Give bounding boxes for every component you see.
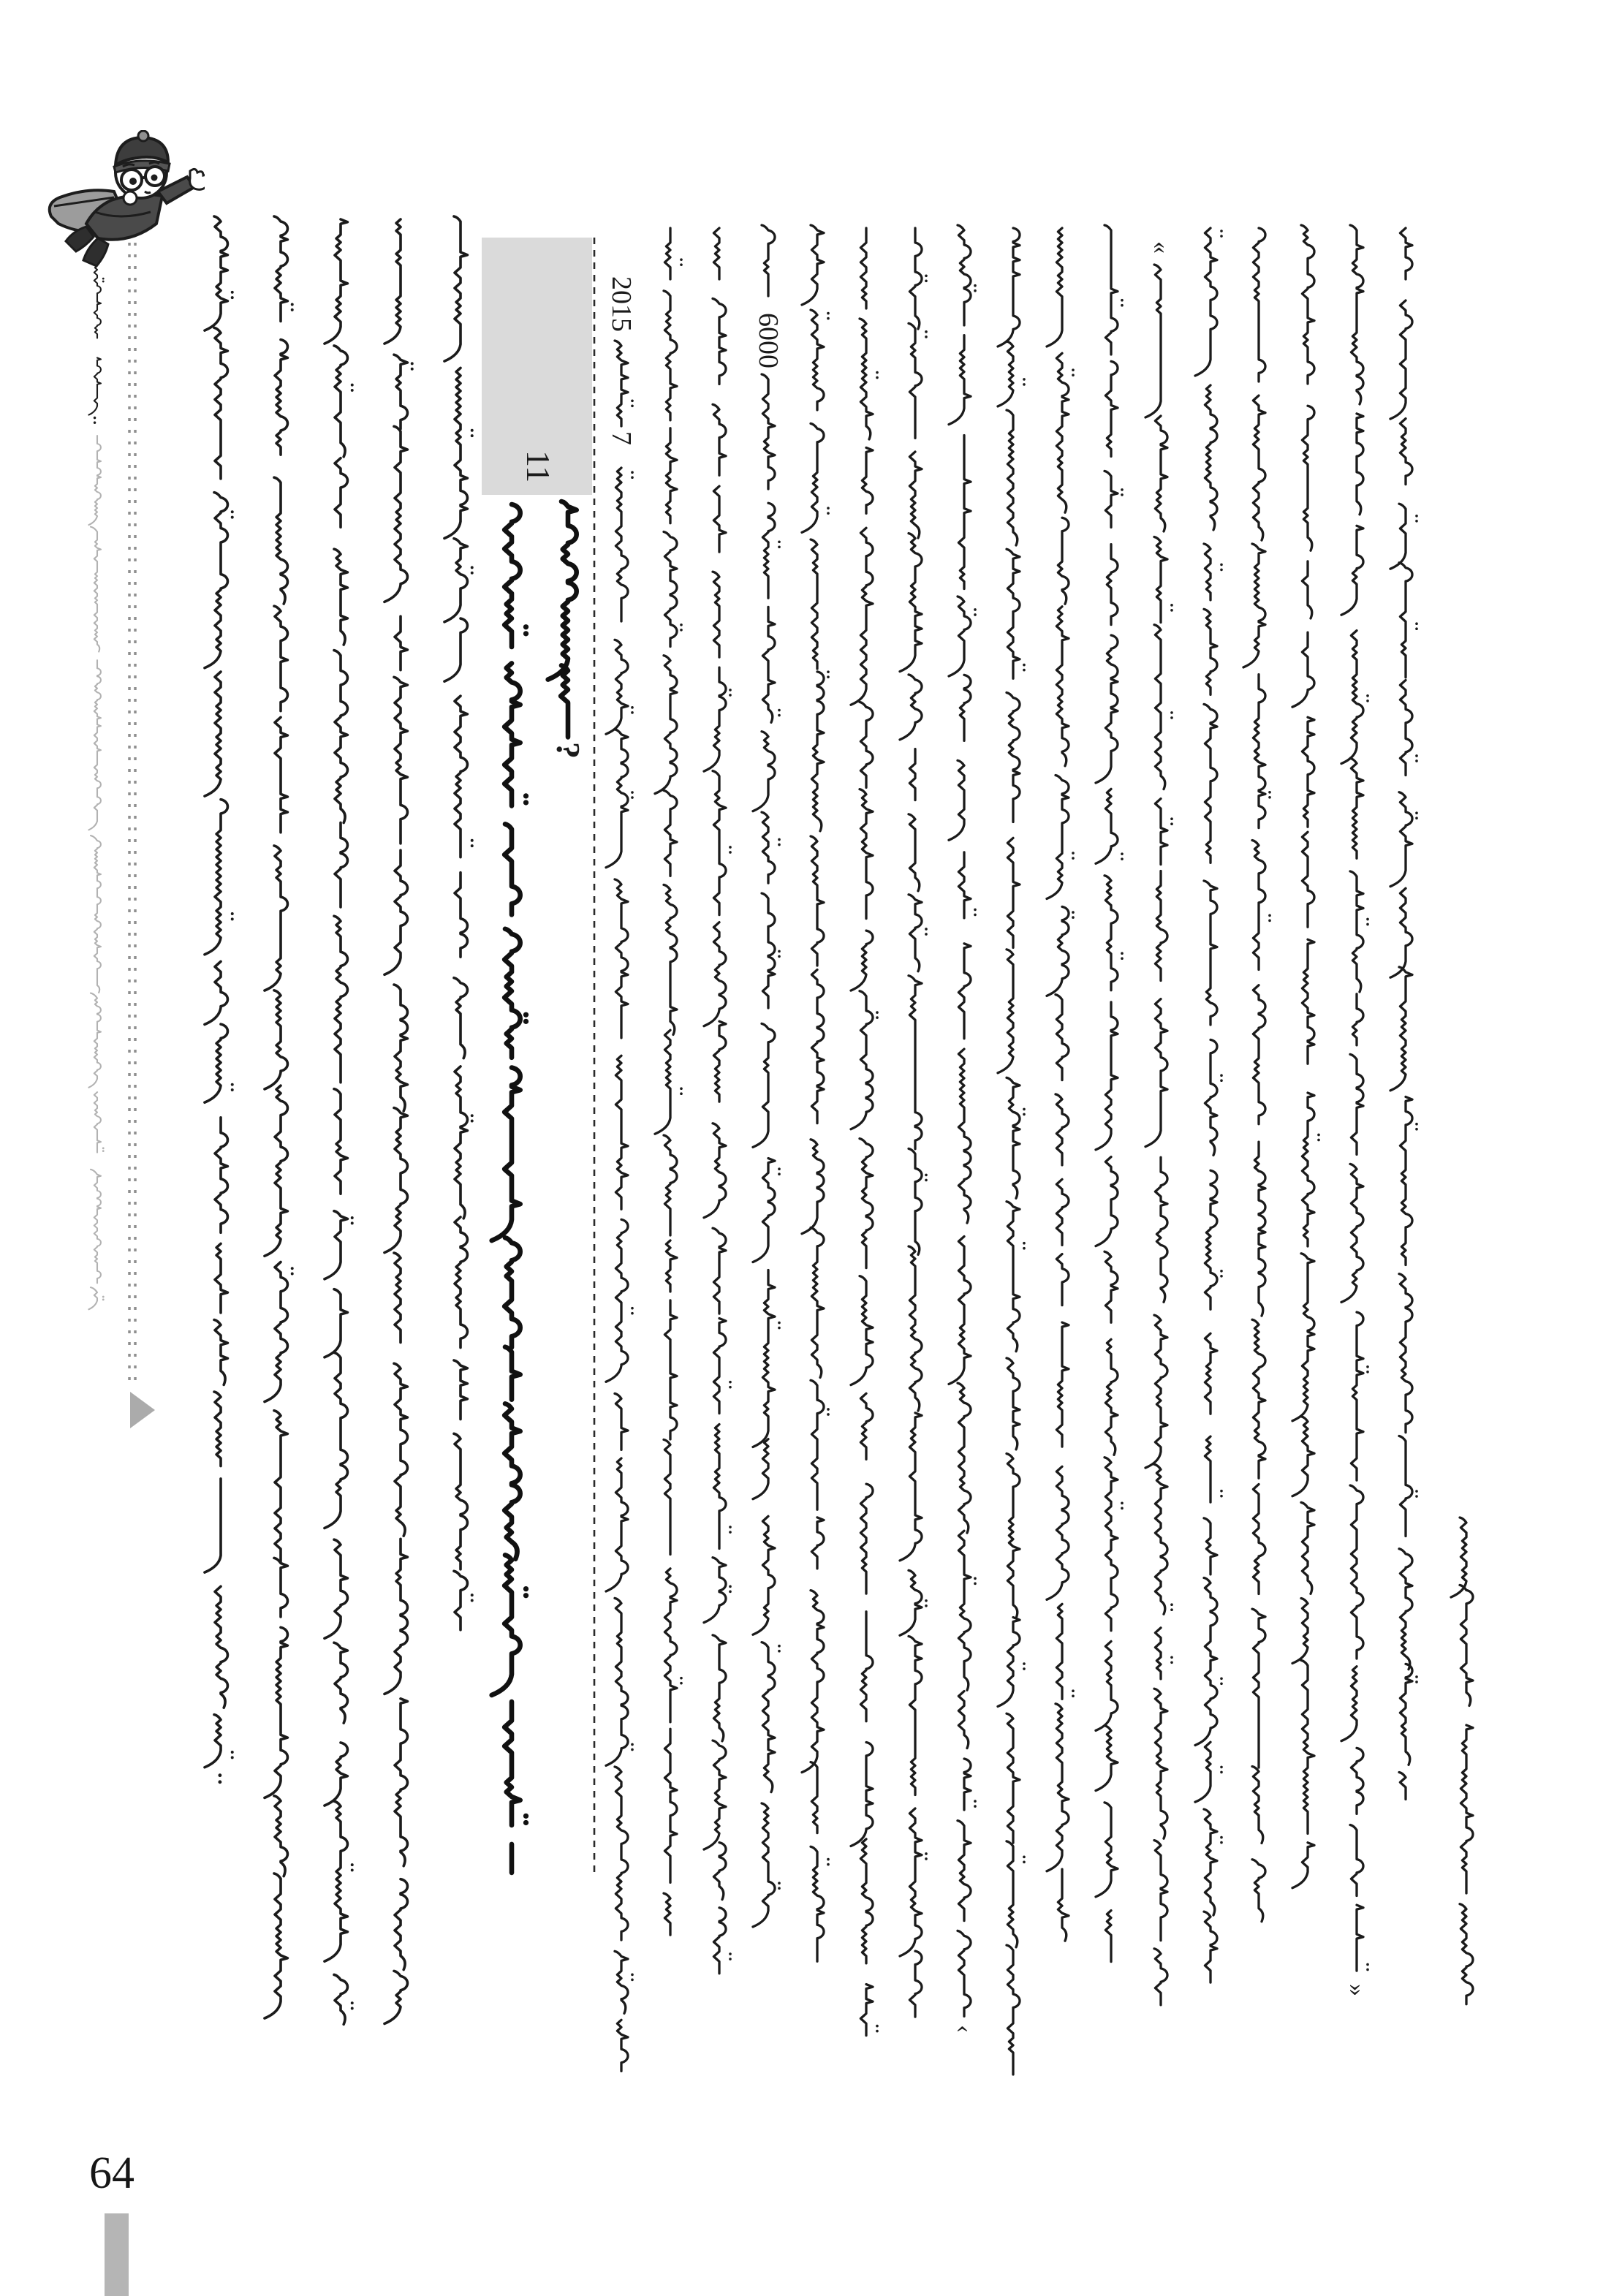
quote-mark: ‹ — [951, 2025, 978, 2034]
script-column — [1195, 228, 1223, 1982]
script-column — [949, 225, 977, 2016]
bottom-margin-bar — [105, 2213, 129, 2296]
fist — [124, 192, 137, 205]
title-question-mark: ? — [550, 742, 587, 759]
script-column — [1145, 265, 1173, 2005]
script-column — [205, 216, 234, 1768]
script-column — [1096, 225, 1124, 1962]
script-column — [325, 219, 354, 2024]
script-column — [802, 225, 830, 1961]
inline-number: 2015 — [606, 276, 637, 332]
script-column — [88, 436, 104, 1309]
script-column — [998, 228, 1026, 2075]
cap-button — [138, 131, 148, 141]
margin-triangle-marker — [130, 1392, 155, 1428]
script-column — [444, 216, 474, 1630]
script-column — [655, 228, 683, 1935]
script-column — [606, 341, 637, 2071]
colon-mark: : — [92, 409, 98, 428]
quote-mark: « — [1148, 241, 1175, 254]
hand — [190, 169, 205, 189]
script-column — [900, 228, 928, 2017]
script-column — [265, 216, 294, 2018]
script-column — [1390, 228, 1418, 1799]
inline-number: 6000 — [753, 313, 784, 368]
script-column — [384, 219, 414, 2023]
script-column — [1341, 225, 1369, 1971]
quote-mark: » — [1344, 1984, 1371, 1996]
script-column — [704, 228, 732, 1974]
script-column — [492, 504, 528, 1873]
mouth — [145, 192, 151, 193]
script-column — [851, 228, 879, 2036]
script-column — [1243, 228, 1271, 1922]
script-column — [1292, 225, 1320, 1888]
script-column — [1047, 228, 1075, 1941]
exercise-number: 11 — [520, 450, 557, 483]
script-column — [1451, 1518, 1473, 2004]
page-number: 64 — [89, 2148, 134, 2198]
inline-number: 7 — [606, 431, 637, 445]
cartoon-boy-illustration — [44, 130, 205, 280]
script-column — [548, 501, 577, 737]
colon-mark: : — [216, 1765, 224, 1789]
script-column — [88, 257, 104, 415]
script-column — [753, 225, 784, 1927]
